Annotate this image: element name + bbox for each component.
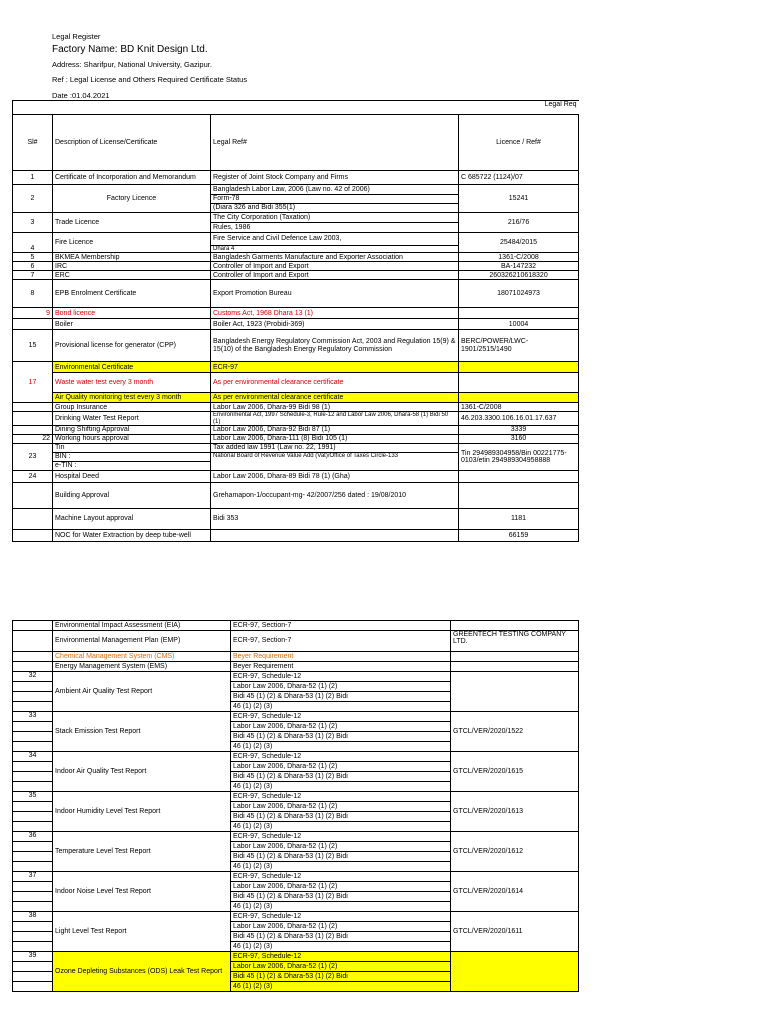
- table-row: [13, 872, 579, 882]
- cell-sl: 5: [13, 253, 53, 262]
- table-row: [13, 393, 579, 403]
- cell-sl: 7: [13, 271, 53, 280]
- cell-legal-ref: Customs Act, 1968 Dhara 13 (1): [211, 308, 459, 319]
- cell-description: Trade Licence: [53, 213, 211, 233]
- cell-licence: GTCL/VER/2020/1614: [451, 872, 579, 912]
- table-row: [13, 482, 579, 508]
- cell-description: e-TIN :: [53, 461, 211, 470]
- table-row: [13, 362, 579, 373]
- cell-legal-ref: ECR-97, Schedule-12: [231, 752, 451, 762]
- cell-legal-ref: Labor Law 2006, Dhara-52 (1) (2): [231, 922, 451, 932]
- table-row: [13, 233, 579, 246]
- cell-sl: [13, 902, 53, 912]
- cell-licence: 10004: [459, 319, 579, 330]
- cell-sl: 4: [13, 233, 53, 253]
- cell-description: BKMEA Membership: [53, 253, 211, 262]
- cell-sl: [13, 403, 53, 412]
- cell-legal-ref: 46 (1) (2) (3): [231, 782, 451, 792]
- document-date: Date :01.04.2021: [52, 91, 110, 100]
- cell-licence: 66159: [459, 529, 579, 541]
- cell-legal-ref: ECR-97, Schedule-12: [231, 672, 451, 682]
- cell-legal-ref: ECR-97, Schedule-12: [231, 832, 451, 842]
- cell-licence: GTCL/VER/2020/1613: [451, 792, 579, 832]
- cell-licence: 1181: [459, 508, 579, 529]
- cell-legal-ref: Controller of Import and Export: [211, 271, 459, 280]
- cell-legal-ref: Bangladesh Energy Regulatory Commission Act, 2003 and Regulation 15(9) & 15(10) of the Bangladesh Energy Regulatory Commission: [211, 330, 459, 362]
- table-row: [13, 508, 579, 529]
- cell-description: Environmental Certificate: [53, 362, 211, 373]
- cell-legal-ref: The City Corporation (Taxation): [211, 213, 459, 223]
- cell-sl: [13, 782, 53, 792]
- cell-description: ERC: [53, 271, 211, 280]
- cell-description: Fire Licence: [53, 233, 211, 253]
- cell-description: Waste water test every 3 month: [53, 373, 211, 393]
- cell-legal-ref: Labor Law 2006, Dhara-99 Bidi 98 (1): [211, 403, 459, 412]
- cell-licence: GTCL/VER/2020/1611: [451, 912, 579, 952]
- table-row: [13, 712, 579, 722]
- cell-description: Machine Layout approval: [53, 508, 211, 529]
- table-row: [13, 185, 579, 195]
- cell-description: EPB Enrolment Certificate: [53, 280, 211, 308]
- cell-legal-ref: Bangladesh Labor Law, 2006 (Law no. 42 of 2006): [211, 185, 459, 195]
- cell-sl: [13, 972, 53, 982]
- cell-licence: 1361-C/2008: [459, 253, 579, 262]
- cell-legal-ref: 46 (1) (2) (3): [231, 742, 451, 752]
- cell-legal-ref: Export Promotion Bureau: [211, 280, 459, 308]
- cell-sl: [13, 425, 53, 434]
- cell-legal-ref: Labor Law 2006, Dhara-52 (1) (2): [231, 882, 451, 892]
- table-row: [13, 672, 579, 682]
- table-row: [13, 470, 579, 482]
- cell-legal-ref: Controller of Import and Export: [211, 262, 459, 271]
- cell-description: Light Level Test Report: [53, 912, 231, 952]
- cell-description: Indoor Air Quality Test Report: [53, 752, 231, 792]
- table-row: [13, 373, 579, 393]
- cell-sl: [13, 412, 53, 426]
- cell-licence: Tin 294989304958/Bin 00221775-0103/etin 294989304958888: [459, 443, 579, 470]
- cell-licence: [459, 308, 579, 319]
- cell-legal-ref: Form-78: [211, 195, 459, 204]
- cell-sl: 22: [13, 434, 53, 443]
- cell-sl: [13, 529, 53, 541]
- cell-legal-ref: Rules, 1986: [211, 223, 459, 233]
- cell-sl: [13, 319, 53, 330]
- table-row: [13, 403, 579, 412]
- cell-sl: [13, 682, 53, 692]
- cell-licence: 216/76: [459, 213, 579, 233]
- table-row: [13, 752, 579, 762]
- cell-sl: [13, 508, 53, 529]
- cell-sl: [13, 722, 53, 732]
- document-label: Legal Register: [52, 32, 101, 41]
- cell-sl: 32: [13, 672, 53, 682]
- cell-legal-ref: Labor Law 2006, Dhara-92 Bidi 87 (1): [211, 425, 459, 434]
- cell-licence: 1361-C/2008: [459, 403, 579, 412]
- table-row: [13, 621, 579, 631]
- cell-sl: [13, 802, 53, 812]
- cell-sl: 24: [13, 470, 53, 482]
- cell-description: Air Quality monitoring test every 3 month: [53, 393, 211, 403]
- header-legal-ref: Legal Ref#: [211, 115, 459, 171]
- cell-sl: 38: [13, 912, 53, 922]
- cell-sl: 33: [13, 712, 53, 722]
- cell-legal-ref: Dhara 4: [211, 246, 459, 253]
- cell-sl: 15: [13, 330, 53, 362]
- cell-legal-ref: ECR-97, Schedule-12: [231, 792, 451, 802]
- cell-legal-ref: Beyer Requirement: [231, 652, 451, 662]
- cell-legal-ref: Bidi 45 (1) (2) & Dhara-53 (1) (2) Bidi: [231, 692, 451, 702]
- cell-legal-ref: 46 (1) (2) (3): [231, 902, 451, 912]
- cell-legal-ref: Labor Law 2006, Dhara-89 Bidi 78 (1) (Gha): [211, 470, 459, 482]
- cell-legal-ref: Bidi 45 (1) (2) & Dhara-53 (1) (2) Bidi: [231, 772, 451, 782]
- cell-description: Building Approval: [53, 482, 211, 508]
- cell-licence: 18071024973: [459, 280, 579, 308]
- cell-legal-ref: Labor Law 2006, Dhara-52 (1) (2): [231, 802, 451, 812]
- factory-address: Address: Sharifpur, National University, Gazipur.: [52, 60, 212, 69]
- cell-description: Boiler: [53, 319, 211, 330]
- cell-legal-ref: Bidi 45 (1) (2) & Dhara-53 (1) (2) Bidi: [231, 732, 451, 742]
- cell-legal-ref: ECR-97, Schedule-12: [231, 712, 451, 722]
- cell-licence: 15241: [459, 185, 579, 213]
- cell-description: Indoor Noise Level Test Report: [53, 872, 231, 912]
- cell-sl: [13, 942, 53, 952]
- table-row: [13, 434, 579, 443]
- cell-licence: [459, 482, 579, 508]
- test-reports-table: [12, 620, 579, 992]
- table-row: [13, 280, 579, 308]
- table-header-row: [13, 115, 579, 171]
- cell-sl: [13, 742, 53, 752]
- table-row: [13, 262, 579, 271]
- cell-description: IRC: [53, 262, 211, 271]
- cell-description: Drinking Water Test Report: [53, 412, 211, 426]
- table-row: [13, 912, 579, 922]
- cell-legal-ref: National Board of Revenue Value Add (Vat)/Office of Taxes Circle-133: [211, 452, 459, 470]
- cell-legal-ref: Labor Law 2006, Dhara-52 (1) (2): [231, 762, 451, 772]
- table-row: [13, 319, 579, 330]
- cell-legal-ref: 46 (1) (2) (3): [231, 822, 451, 832]
- cell-licence: [459, 373, 579, 393]
- cell-legal-ref: Labor Law 2006, Dhara-52 (1) (2): [231, 682, 451, 692]
- cell-sl: [13, 982, 53, 992]
- cell-description: Tin: [53, 443, 211, 452]
- cell-legal-ref: 46 (1) (2) (3): [231, 942, 451, 952]
- cell-sl: [13, 922, 53, 932]
- cell-legal-ref: Grehamapon-1/occupant-mg- 42/2007/256 dated : 19/08/2010: [211, 482, 459, 508]
- cell-legal-ref: Bidi 45 (1) (2) & Dhara-53 (1) (2) Bidi: [231, 892, 451, 902]
- cell-sl: [13, 882, 53, 892]
- cell-legal-ref: Labor Law 2006, Dhara-111 (8) Bidi 105 (1): [211, 434, 459, 443]
- cell-sl: 2: [13, 185, 53, 213]
- cell-licence: [459, 362, 579, 373]
- cell-description: BIN :: [53, 452, 211, 461]
- table-row: [13, 213, 579, 223]
- cell-sl: 35: [13, 792, 53, 802]
- cell-sl: [13, 842, 53, 852]
- table-row: [13, 662, 579, 672]
- cell-legal-ref: ECR-97, Schedule-12: [231, 872, 451, 882]
- cell-sl: 39: [13, 952, 53, 962]
- cell-description: Indoor Humidity Level Test Report: [53, 792, 231, 832]
- cell-sl: [13, 962, 53, 972]
- table-title: Legal Req: [13, 101, 579, 115]
- cell-legal-ref: 46 (1) (2) (3): [231, 702, 451, 712]
- cell-description: Hospital Deed: [53, 470, 211, 482]
- cell-sl: 23: [13, 443, 53, 470]
- cell-legal-ref: As per environmental clearance certificate: [211, 393, 459, 403]
- cell-legal-ref: Bidi 45 (1) (2) & Dhara-53 (1) (2) Bidi: [231, 852, 451, 862]
- cell-legal-ref: Tax added law 1991 (Law no. 22, 1991): [211, 443, 459, 452]
- cell-licence: 260326210618320: [459, 271, 579, 280]
- cell-licence: [451, 952, 579, 992]
- table-row: [13, 308, 579, 319]
- reference-line: Ref : Legal License and Others Required Certificate Status: [52, 75, 248, 84]
- cell-sl: [13, 482, 53, 508]
- cell-legal-ref: Labor Law 2006, Dhara-52 (1) (2): [231, 842, 451, 852]
- header-sl: Sl#: [13, 115, 53, 171]
- header-licence: Licence / Ref#: [459, 115, 579, 171]
- cell-legal-ref: Environmental Act, 1997 Schedule-3, Rule-12 and Labor Law 2006, Dhara-58 (1) Bidi 50 (1): [211, 412, 459, 426]
- cell-sl: [13, 932, 53, 942]
- cell-legal-ref: Bidi 353: [211, 508, 459, 529]
- cell-description: Factory Licence: [53, 185, 211, 213]
- table-row: [13, 253, 579, 262]
- cell-sl: 17: [13, 362, 53, 403]
- cell-description: Working hours approval: [53, 434, 211, 443]
- cell-legal-ref: Beyer Requirement: [231, 662, 451, 672]
- cell-legal-ref: Boiler Act, 1923 (Probidi-369): [211, 319, 459, 330]
- cell-legal-ref: As per environmental clearance certificate: [211, 373, 459, 393]
- cell-sl: [13, 822, 53, 832]
- cell-sl: 1: [13, 171, 53, 185]
- cell-licence: [459, 393, 579, 403]
- cell-legal-ref: ECR-97, Section-7: [231, 621, 451, 631]
- cell-licence: 3160: [459, 434, 579, 443]
- table-row: [13, 792, 579, 802]
- table-row: [13, 652, 579, 662]
- table-row: [13, 425, 579, 434]
- cell-sl: [13, 862, 53, 872]
- cell-description: Environmental Impact Assessment (EIA): [53, 621, 231, 631]
- cell-description: Energy Management System (EMS): [53, 662, 231, 672]
- table-row: [13, 171, 579, 185]
- cell-licence: GTCL/VER/2020/1615: [451, 752, 579, 792]
- cell-sl: 36: [13, 832, 53, 842]
- cell-legal-ref: 46 (1) (2) (3): [231, 982, 451, 992]
- cell-licence: [451, 672, 579, 712]
- table-row: [13, 443, 579, 452]
- table-row: [13, 271, 579, 280]
- cell-sl: [13, 852, 53, 862]
- cell-sl: [13, 702, 53, 712]
- table-row: [13, 529, 579, 541]
- cell-description: Environmental Management Plan (EMP): [53, 631, 231, 652]
- cell-legal-ref: ECR-97: [211, 362, 459, 373]
- cell-description: Group Insurance: [53, 403, 211, 412]
- cell-licence: 3339: [459, 425, 579, 434]
- cell-description: Bond licence: [53, 308, 211, 319]
- cell-legal-ref: ECR-97, Section-7: [231, 631, 451, 652]
- cell-licence: 46.203.3300.106.16.01.17.637: [459, 412, 579, 426]
- table-row: [13, 631, 579, 652]
- cell-sl: [13, 812, 53, 822]
- cell-legal-ref: ECR-97, Schedule-12: [231, 952, 451, 962]
- cell-sl: 37: [13, 872, 53, 882]
- cell-licence: [459, 470, 579, 482]
- cell-sl: [13, 892, 53, 902]
- cell-licence: GTCL/VER/2020/1612: [451, 832, 579, 872]
- cell-sl: [13, 692, 53, 702]
- cell-legal-ref: ECR-97, Schedule-12: [231, 912, 451, 922]
- cell-description: Temperature Level Test Report: [53, 832, 231, 872]
- cell-description: Ozone Depleting Substances (ODS) Leak Test Report: [53, 952, 231, 992]
- cell-sl: [13, 762, 53, 772]
- cell-legal-ref: [211, 529, 459, 541]
- cell-legal-ref: Bidi 45 (1) (2) & Dhara-53 (1) (2) Bidi: [231, 972, 451, 982]
- table-row: [13, 330, 579, 362]
- cell-legal-ref: Labor Law 2006, Dhara-52 (1) (2): [231, 962, 451, 972]
- cell-legal-ref: 46 (1) (2) (3): [231, 862, 451, 872]
- factory-name: Factory Name: BD Knit Design Ltd.: [52, 44, 208, 55]
- cell-sl: 34: [13, 752, 53, 762]
- cell-description: Ambient Air Quality Test Report: [53, 672, 231, 712]
- cell-description: Dining Shifting Approval: [53, 425, 211, 434]
- cell-licence: GTCL/VER/2020/1522: [451, 712, 579, 752]
- cell-description: NOC for Water Extraction by deep tube-well: [53, 529, 211, 541]
- cell-licence: GREENTECH TESTING COMPANY LTD.: [451, 631, 579, 652]
- cell-description: Chemical Management System (CMS): [53, 652, 231, 662]
- table-row: [13, 952, 579, 962]
- legal-register-table: [12, 100, 579, 542]
- cell-licence: BERC/POWER/LWC-1901/2515/1490: [459, 330, 579, 362]
- table-row: [13, 412, 579, 426]
- cell-legal-ref: Bangladesh Garments Manufacture and Exporter Association: [211, 253, 459, 262]
- header-description: Description of License/Certificate: [53, 115, 211, 171]
- cell-description: Provisional license for generator (CPP): [53, 330, 211, 362]
- cell-licence: BA-147232: [459, 262, 579, 271]
- cell-sl: [13, 732, 53, 742]
- cell-licence: 25484/2015: [459, 233, 579, 253]
- cell-description: Stack Emission Test Report: [53, 712, 231, 752]
- cell-legal-ref: Bidi 45 (1) (2) & Dhara-53 (1) (2) Bidi: [231, 812, 451, 822]
- cell-licence: C 685722 (1124)/07: [459, 171, 579, 185]
- cell-legal-ref: Register of Joint Stock Company and Firms: [211, 171, 459, 185]
- cell-sl: 3: [13, 213, 53, 233]
- cell-legal-ref: Fire Service and Civil Defence Law 2003,: [211, 233, 459, 246]
- table-row: [13, 832, 579, 842]
- cell-sl: [13, 772, 53, 782]
- cell-sl: 8: [13, 280, 53, 308]
- cell-legal-ref: (Diara 326 and Bidi 355(1): [211, 204, 459, 213]
- cell-sl: 9: [13, 308, 53, 319]
- cell-sl: 6: [13, 262, 53, 271]
- cell-description: Certificate of Incorporation and Memorandum: [53, 171, 211, 185]
- cell-legal-ref: Labor Law 2006, Dhara-52 (1) (2): [231, 722, 451, 732]
- cell-legal-ref: Bidi 45 (1) (2) & Dhara-53 (1) (2) Bidi: [231, 932, 451, 942]
